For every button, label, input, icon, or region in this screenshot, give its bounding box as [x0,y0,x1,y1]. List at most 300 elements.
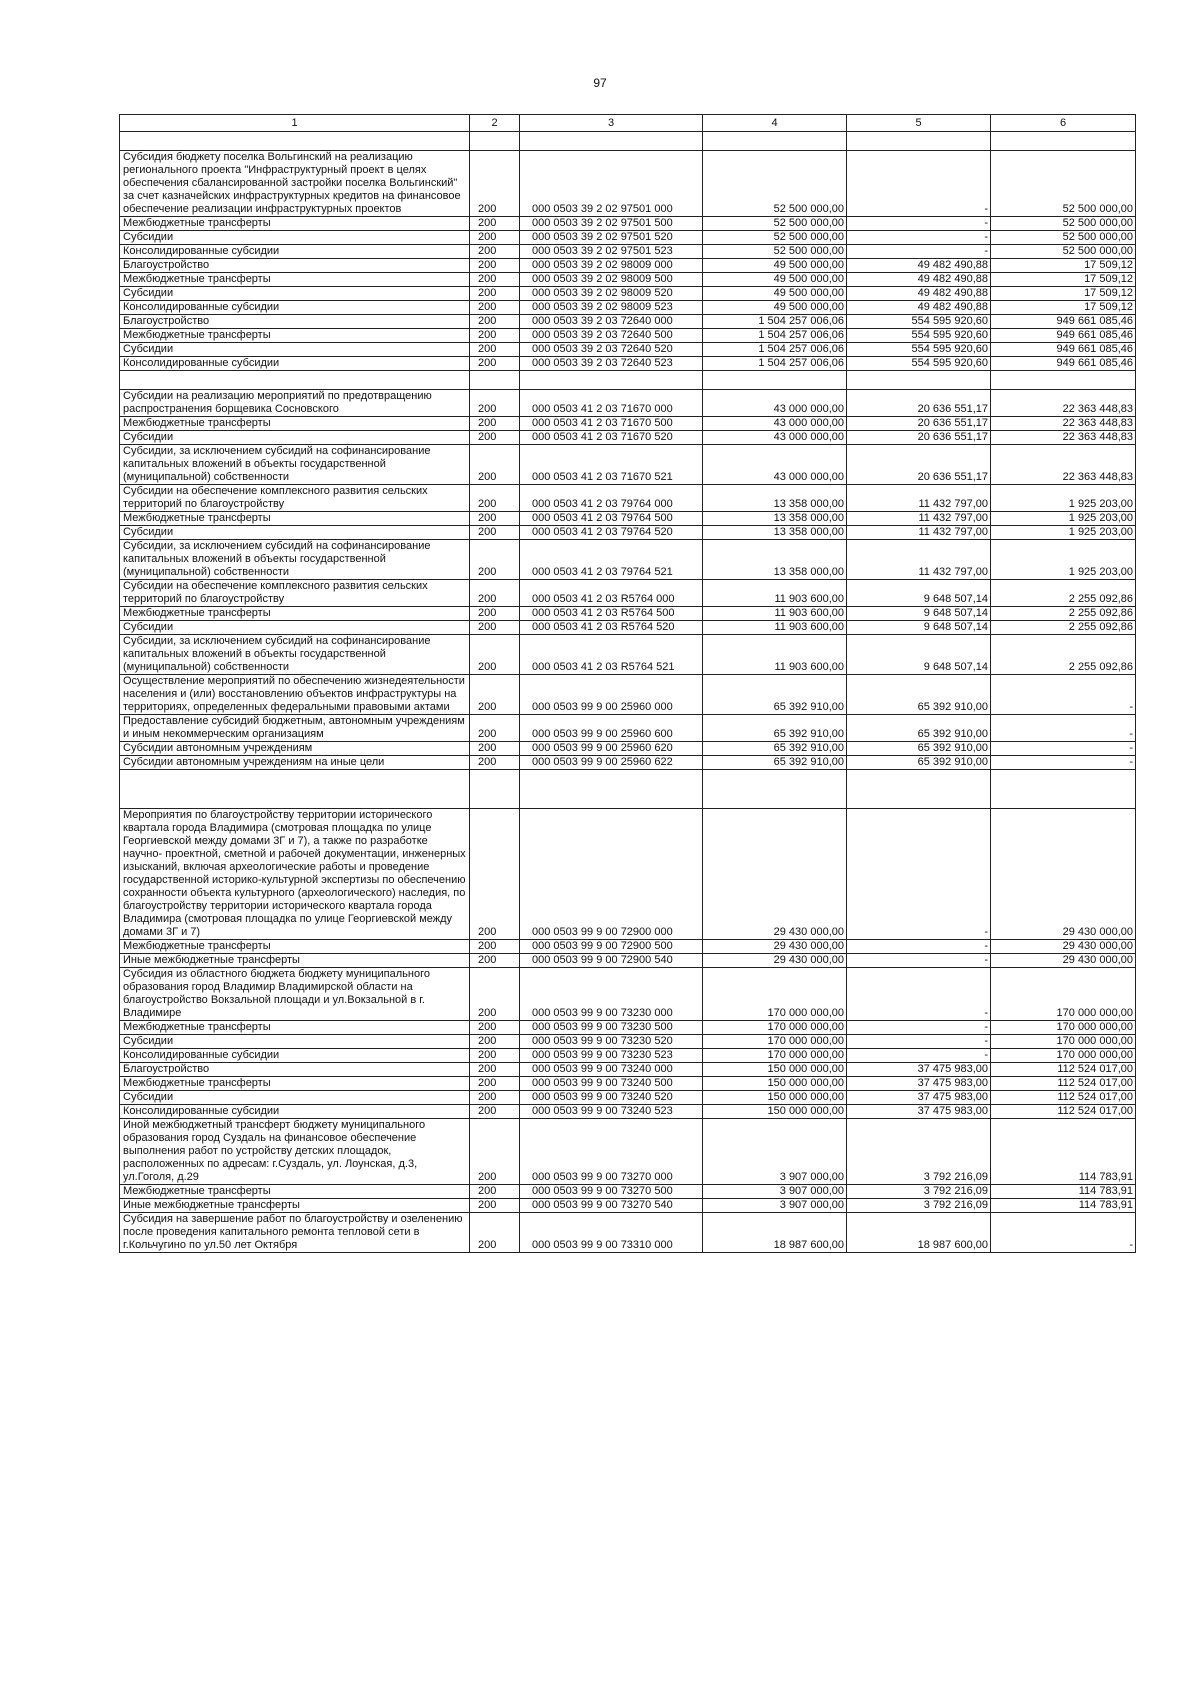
row-remaining-cell: - [991,675,1136,715]
row-admin-cell: 200 [470,1035,520,1049]
row-remaining-cell: 2 255 092,86 [991,580,1136,607]
row-code-cell: 000 0503 39 2 02 98009 520 [520,287,703,301]
row-code-cell: 000 0503 39 2 02 97501 000 [520,151,703,217]
row-admin-cell: 200 [470,445,520,485]
row-remaining-cell: 949 661 085,46 [991,315,1136,329]
row-approved-cell: 65 392 910,00 [703,756,847,770]
row-name-cell: Субсидии [120,431,470,445]
row-name-cell: Иные межбюджетные трансферты [120,1199,470,1213]
table-row [120,621,1136,635]
row-remaining-cell: 112 524 017,00 [991,1105,1136,1119]
table-row [120,1199,1136,1213]
row-name-cell: Субсидия бюджету поселка Вольгинский на реализацию регионального проекта "Инфраструктурный проект в целях обеспечения сбалансированной застройки поселка Вольгинский" за счет казначейских инфраструктурных кредитов на финансовое обеспечение реализации инфраструктурных проектов [120,151,470,217]
row-name-cell: Субсидии [120,621,470,635]
row-executed-cell: 20 636 551,17 [847,431,991,445]
row-admin-cell: 200 [470,287,520,301]
row-code-cell: 000 0503 41 2 03 R5764 520 [520,621,703,635]
row-executed-cell: 37 475 983,00 [847,1105,991,1119]
row-remaining-cell: 112 524 017,00 [991,1077,1136,1091]
row-admin-cell: 200 [470,968,520,1021]
row-approved-cell: 13 358 000,00 [703,526,847,540]
row-remaining-cell: 17 509,12 [991,259,1136,273]
row-code-cell: 000 0503 41 2 03 79764 520 [520,526,703,540]
table-row [120,756,1136,770]
row-remaining-cell: 2 255 092,86 [991,635,1136,675]
row-executed-cell: 49 482 490,88 [847,273,991,287]
row-executed-cell: - [847,217,991,231]
row-admin-cell: 200 [470,580,520,607]
row-code-cell: 000 0503 99 9 00 72900 540 [520,954,703,968]
row-name-cell: Межбюджетные трансферты [120,512,470,526]
table-row [120,315,1136,329]
row-admin-cell: 200 [470,607,520,621]
row-code-cell: 000 0503 99 9 00 73230 520 [520,1035,703,1049]
table-row [120,1213,1136,1253]
row-approved-cell: 3 907 000,00 [703,1185,847,1199]
row-admin-cell: 200 [470,526,520,540]
row-admin-cell: 200 [470,417,520,431]
row-name-cell: Субсидии, за исключением субсидий на софинансирование капитальных вложений в объекты государственной (муниципальной) собственности [120,445,470,485]
row-executed-cell: 65 392 910,00 [847,742,991,756]
row-remaining-cell: 52 500 000,00 [991,245,1136,259]
row-executed-cell: 18 987 600,00 [847,1213,991,1253]
row-code-cell: 000 0503 99 9 00 73230 523 [520,1049,703,1063]
row-approved-cell: 1 504 257 006,06 [703,315,847,329]
table-row [120,287,1136,301]
row-approved-cell: 150 000 000,00 [703,1077,847,1091]
row-remaining-cell: 949 661 085,46 [991,357,1136,371]
table-row [120,231,1136,245]
row-executed-cell: 554 595 920,60 [847,315,991,329]
table-row [120,675,1136,715]
row-code-cell: 000 0503 99 9 00 25960 620 [520,742,703,756]
row-admin-cell: 200 [470,217,520,231]
row-code-cell: 000 0503 99 9 00 72900 500 [520,940,703,954]
row-approved-cell: 52 500 000,00 [703,245,847,259]
table-row [120,151,1136,217]
row-code-cell: 000 0503 99 9 00 73270 000 [520,1119,703,1185]
column-header: 5 [847,115,991,132]
row-admin-cell: 200 [470,540,520,580]
row-executed-cell: 11 432 797,00 [847,526,991,540]
row-name-cell: Субсидии [120,343,470,357]
table-row [120,809,1136,940]
row-executed-cell: 9 648 507,14 [847,635,991,675]
spacer-cell [470,132,520,151]
table-row [120,273,1136,287]
spacer-cell [991,770,1136,809]
table-row [120,954,1136,968]
row-admin-cell: 200 [470,954,520,968]
row-approved-cell: 170 000 000,00 [703,968,847,1021]
table-row [120,715,1136,742]
row-approved-cell: 13 358 000,00 [703,485,847,512]
spacer-cell [520,132,703,151]
row-executed-cell: - [847,1035,991,1049]
row-name-cell: Консолидированные субсидии [120,357,470,371]
row-code-cell: 000 0503 39 2 02 97501 523 [520,245,703,259]
row-executed-cell: - [847,940,991,954]
row-name-cell: Осуществление мероприятий по обеспечению жизнедеятельности населения и (или) восстановлению объектов инфраструктуры на территориях, определенных федеральными правовыми актами [120,675,470,715]
row-approved-cell: 170 000 000,00 [703,1021,847,1035]
row-admin-cell: 200 [470,343,520,357]
row-executed-cell: 9 648 507,14 [847,607,991,621]
row-remaining-cell: 1 925 203,00 [991,540,1136,580]
row-name-cell: Субсидии автономным учреждениям на иные цели [120,756,470,770]
row-admin-cell: 200 [470,231,520,245]
row-admin-cell: 200 [470,621,520,635]
spacer-cell [120,371,470,390]
row-remaining-cell: 170 000 000,00 [991,1035,1136,1049]
row-approved-cell: 18 987 600,00 [703,1213,847,1253]
spacer-row [120,132,1136,151]
row-approved-cell: 29 430 000,00 [703,809,847,940]
row-remaining-cell: 29 430 000,00 [991,940,1136,954]
page-number: 97 [593,76,607,90]
row-code-cell: 000 0503 99 9 00 25960 000 [520,675,703,715]
row-approved-cell: 11 903 600,00 [703,580,847,607]
row-approved-cell: 11 903 600,00 [703,621,847,635]
row-executed-cell: - [847,151,991,217]
row-executed-cell: 554 595 920,60 [847,343,991,357]
table-row [120,1105,1136,1119]
column-header: 3 [520,115,703,132]
spacer-cell [847,371,991,390]
row-code-cell: 000 0503 39 2 02 98009 500 [520,273,703,287]
spacer-row [120,371,1136,390]
row-remaining-cell: 170 000 000,00 [991,968,1136,1021]
row-executed-cell: 554 595 920,60 [847,357,991,371]
row-name-cell: Межбюджетные трансферты [120,217,470,231]
table-row [120,445,1136,485]
row-executed-cell: 11 432 797,00 [847,485,991,512]
row-name-cell: Субсидии [120,231,470,245]
row-remaining-cell: - [991,1213,1136,1253]
row-name-cell: Субсидия из областного бюджета бюджету муниципального образования город Владимир Владимирской области на благоустройство Вокзальной площади и ул.Вокзальной в г. Владимире [120,968,470,1021]
row-approved-cell: 1 504 257 006,06 [703,329,847,343]
table-row [120,357,1136,371]
row-name-cell: Межбюджетные трансферты [120,1021,470,1035]
row-remaining-cell: 22 363 448,83 [991,431,1136,445]
row-executed-cell: - [847,245,991,259]
row-code-cell: 000 0503 39 2 02 97501 520 [520,231,703,245]
row-code-cell: 000 0503 41 2 03 R5764 500 [520,607,703,621]
table-row [120,580,1136,607]
row-remaining-cell: 52 500 000,00 [991,217,1136,231]
row-executed-cell: 20 636 551,17 [847,390,991,417]
table-row [120,1035,1136,1049]
row-executed-cell: 11 432 797,00 [847,540,991,580]
table-row [120,217,1136,231]
row-name-cell: Межбюджетные трансферты [120,607,470,621]
row-name-cell: Межбюджетные трансферты [120,329,470,343]
row-approved-cell: 150 000 000,00 [703,1063,847,1077]
row-approved-cell: 49 500 000,00 [703,259,847,273]
row-approved-cell: 13 358 000,00 [703,540,847,580]
row-executed-cell: - [847,954,991,968]
row-name-cell: Иной межбюджетный трансферт бюджету муниципального образования город Суздаль на финансовое обеспечение выполнения работ по устройству детских площадок, расположенных по адресам: г.Суздаль, ул. Лоунская, д.3, ул.Гоголя, д.29 [120,1119,470,1185]
table-row [120,1091,1136,1105]
row-admin-cell: 200 [470,1063,520,1077]
row-code-cell: 000 0503 39 2 02 98009 523 [520,301,703,315]
row-admin-cell: 200 [470,301,520,315]
table-row [120,512,1136,526]
row-name-cell: Консолидированные субсидии [120,1105,470,1119]
row-name-cell: Субсидии [120,1091,470,1105]
row-executed-cell: 49 482 490,88 [847,287,991,301]
row-admin-cell: 200 [470,809,520,940]
row-code-cell: 000 0503 39 2 02 97501 500 [520,217,703,231]
row-remaining-cell: 22 363 448,83 [991,390,1136,417]
row-code-cell: 000 0503 99 9 00 73230 000 [520,968,703,1021]
row-approved-cell: 29 430 000,00 [703,940,847,954]
row-code-cell: 000 0503 99 9 00 73240 500 [520,1077,703,1091]
row-admin-cell: 200 [470,715,520,742]
spacer-cell [703,371,847,390]
column-header: 1 [120,115,470,132]
column-header: 2 [470,115,520,132]
row-name-cell: Субсидии, за исключением субсидий на софинансирование капитальных вложений в объекты государственной (муниципальной) собственности [120,540,470,580]
table-row [120,1185,1136,1199]
row-name-cell: Межбюджетные трансферты [120,1185,470,1199]
row-executed-cell: 37 475 983,00 [847,1063,991,1077]
row-approved-cell: 3 907 000,00 [703,1199,847,1213]
row-admin-cell: 200 [470,1105,520,1119]
row-code-cell: 000 0503 41 2 03 71670 500 [520,417,703,431]
row-remaining-cell: 1 925 203,00 [991,485,1136,512]
row-code-cell: 000 0503 39 2 03 72640 500 [520,329,703,343]
row-executed-cell: 49 482 490,88 [847,259,991,273]
row-remaining-cell: - [991,756,1136,770]
row-name-cell: Консолидированные субсидии [120,245,470,259]
row-remaining-cell: 29 430 000,00 [991,954,1136,968]
spacer-cell [120,770,470,809]
row-remaining-cell: 170 000 000,00 [991,1049,1136,1063]
row-admin-cell: 200 [470,1091,520,1105]
row-executed-cell: 9 648 507,14 [847,580,991,607]
row-code-cell: 000 0503 41 2 03 79764 521 [520,540,703,580]
row-remaining-cell: 112 524 017,00 [991,1063,1136,1077]
row-remaining-cell: - [991,715,1136,742]
table-row [120,526,1136,540]
row-name-cell: Межбюджетные трансферты [120,1077,470,1091]
header-row [120,115,1136,132]
table-row [120,259,1136,273]
row-executed-cell: 37 475 983,00 [847,1091,991,1105]
row-approved-cell: 43 000 000,00 [703,390,847,417]
row-approved-cell: 65 392 910,00 [703,715,847,742]
column-header: 6 [991,115,1136,132]
row-remaining-cell: 170 000 000,00 [991,1021,1136,1035]
table-row [120,301,1136,315]
table-row [120,607,1136,621]
spacer-cell [120,132,470,151]
row-name-cell: Межбюджетные трансферты [120,417,470,431]
row-approved-cell: 13 358 000,00 [703,512,847,526]
row-remaining-cell: 949 661 085,46 [991,329,1136,343]
table-row [120,417,1136,431]
row-executed-cell: 3 792 216,09 [847,1185,991,1199]
row-remaining-cell: - [991,742,1136,756]
table-row [120,431,1136,445]
row-approved-cell: 170 000 000,00 [703,1049,847,1063]
row-code-cell: 000 0503 39 2 02 98009 000 [520,259,703,273]
row-remaining-cell: 114 783,91 [991,1119,1136,1185]
spacer-cell [520,770,703,809]
row-executed-cell: - [847,231,991,245]
row-executed-cell: 20 636 551,17 [847,417,991,431]
row-admin-cell: 200 [470,259,520,273]
row-approved-cell: 52 500 000,00 [703,217,847,231]
row-admin-cell: 200 [470,431,520,445]
row-admin-cell: 200 [470,1213,520,1253]
row-admin-cell: 200 [470,273,520,287]
table-row [120,245,1136,259]
row-admin-cell: 200 [470,940,520,954]
row-code-cell: 000 0503 99 9 00 25960 622 [520,756,703,770]
row-admin-cell: 200 [470,512,520,526]
row-code-cell: 000 0503 41 2 03 79764 000 [520,485,703,512]
row-name-cell: Субсидии автономным учреждениям [120,742,470,756]
row-approved-cell: 52 500 000,00 [703,151,847,217]
budget-execution-table [119,114,1136,1253]
row-admin-cell: 200 [470,245,520,259]
row-name-cell: Межбюджетные трансферты [120,273,470,287]
row-name-cell: Субсидии [120,287,470,301]
table-row [120,968,1136,1021]
row-code-cell: 000 0503 99 9 00 73240 520 [520,1091,703,1105]
row-approved-cell: 65 392 910,00 [703,675,847,715]
row-approved-cell: 43 000 000,00 [703,417,847,431]
row-code-cell: 000 0503 99 9 00 73270 540 [520,1199,703,1213]
row-approved-cell: 43 000 000,00 [703,445,847,485]
table-row [120,329,1136,343]
row-executed-cell: 9 648 507,14 [847,621,991,635]
table-row [120,1063,1136,1077]
row-admin-cell: 200 [470,675,520,715]
row-code-cell: 000 0503 99 9 00 73270 500 [520,1185,703,1199]
row-approved-cell: 43 000 000,00 [703,431,847,445]
row-approved-cell: 1 504 257 006,06 [703,343,847,357]
table-row [120,742,1136,756]
row-name-cell: Благоустройство [120,315,470,329]
row-remaining-cell: 22 363 448,83 [991,445,1136,485]
row-executed-cell: 65 392 910,00 [847,675,991,715]
row-name-cell: Субсидии [120,526,470,540]
spacer-cell [703,770,847,809]
row-remaining-cell: 17 509,12 [991,287,1136,301]
row-name-cell: Субсидия на завершение работ по благоустройству и озеленению после проведения капитального ремонта тепловой сети в г.Кольчугино по ул.50 лет Октября [120,1213,470,1253]
spacer-cell [470,371,520,390]
row-admin-cell: 200 [470,357,520,371]
table-row [120,1119,1136,1185]
row-name-cell: Субсидии, за исключением субсидий на софинансирование капитальных вложений в объекты государственной (муниципальной) собственности [120,635,470,675]
row-approved-cell: 65 392 910,00 [703,742,847,756]
row-executed-cell: 65 392 910,00 [847,756,991,770]
spacer-row [120,770,1136,809]
row-code-cell: 000 0503 39 2 03 72640 000 [520,315,703,329]
row-remaining-cell: 22 363 448,83 [991,417,1136,431]
row-code-cell: 000 0503 39 2 03 72640 523 [520,357,703,371]
row-code-cell: 000 0503 41 2 03 79764 500 [520,512,703,526]
row-executed-cell: - [847,809,991,940]
row-name-cell: Консолидированные субсидии [120,301,470,315]
row-admin-cell: 200 [470,1077,520,1091]
row-name-cell: Благоустройство [120,259,470,273]
table-row [120,1021,1136,1035]
row-name-cell: Предоставление субсидий бюджетным, автономным учреждениям и иным некоммерческим организациям [120,715,470,742]
row-code-cell: 000 0503 99 9 00 73310 000 [520,1213,703,1253]
row-code-cell: 000 0503 99 9 00 73240 000 [520,1063,703,1077]
row-admin-cell: 200 [470,485,520,512]
row-remaining-cell: 52 500 000,00 [991,151,1136,217]
row-admin-cell: 200 [470,329,520,343]
row-executed-cell: - [847,1021,991,1035]
row-remaining-cell: 17 509,12 [991,301,1136,315]
row-approved-cell: 29 430 000,00 [703,954,847,968]
row-executed-cell: 65 392 910,00 [847,715,991,742]
row-name-cell: Иные межбюджетные трансферты [120,954,470,968]
row-remaining-cell: 17 509,12 [991,273,1136,287]
row-executed-cell: 554 595 920,60 [847,329,991,343]
row-approved-cell: 49 500 000,00 [703,287,847,301]
row-code-cell: 000 0503 99 9 00 72900 000 [520,809,703,940]
row-executed-cell: 3 792 216,09 [847,1199,991,1213]
row-approved-cell: 49 500 000,00 [703,273,847,287]
row-executed-cell: 20 636 551,17 [847,445,991,485]
row-executed-cell: - [847,968,991,1021]
row-executed-cell: 11 432 797,00 [847,512,991,526]
table-row [120,635,1136,675]
spacer-cell [703,132,847,151]
row-approved-cell: 52 500 000,00 [703,231,847,245]
row-code-cell: 000 0503 99 9 00 73230 500 [520,1021,703,1035]
row-code-cell: 000 0503 41 2 03 71670 521 [520,445,703,485]
column-header: 4 [703,115,847,132]
row-executed-cell: 49 482 490,88 [847,301,991,315]
row-approved-cell: 11 903 600,00 [703,635,847,675]
table-row [120,343,1136,357]
row-remaining-cell: 2 255 092,86 [991,607,1136,621]
row-remaining-cell: 29 430 000,00 [991,809,1136,940]
row-remaining-cell: 1 925 203,00 [991,526,1136,540]
row-admin-cell: 200 [470,1021,520,1035]
spacer-cell [991,371,1136,390]
row-code-cell: 000 0503 41 2 03 71670 520 [520,431,703,445]
spacer-cell [520,371,703,390]
row-admin-cell: 200 [470,390,520,417]
row-name-cell: Консолидированные субсидии [120,1049,470,1063]
row-name-cell: Благоустройство [120,1063,470,1077]
row-approved-cell: 49 500 000,00 [703,301,847,315]
spacer-cell [847,770,991,809]
row-remaining-cell: 52 500 000,00 [991,231,1136,245]
row-remaining-cell: 114 783,91 [991,1185,1136,1199]
row-admin-cell: 200 [470,756,520,770]
row-admin-cell: 200 [470,742,520,756]
row-name-cell: Мероприятия по благоустройству территории исторического квартала города Владимира (смотровая площадка по улице Георгиевской между домами 3Г и 7), а также по разработке научно- проектной, сметной и рабочей документации, инженерных изысканий, включая археологические работы и проведение государственной историко-культурной экспертизы по обеспечению сохранности объекта культурного (археологического) наследия, по благоустройству территории исторического квартала города Владимира (смотровая площадка по улице Георгиевской между домами 3Г и 7) [120,809,470,940]
row-admin-cell: 200 [470,151,520,217]
row-code-cell: 000 0503 39 2 03 72640 520 [520,343,703,357]
table-row [120,940,1136,954]
row-remaining-cell: 112 524 017,00 [991,1091,1136,1105]
row-name-cell: Субсидии на обеспечение комплексного развития сельских территорий по благоустройству [120,485,470,512]
row-name-cell: Субсидии [120,1035,470,1049]
row-executed-cell: 37 475 983,00 [847,1077,991,1091]
row-remaining-cell: 114 783,91 [991,1199,1136,1213]
row-admin-cell: 200 [470,315,520,329]
table-row [120,390,1136,417]
